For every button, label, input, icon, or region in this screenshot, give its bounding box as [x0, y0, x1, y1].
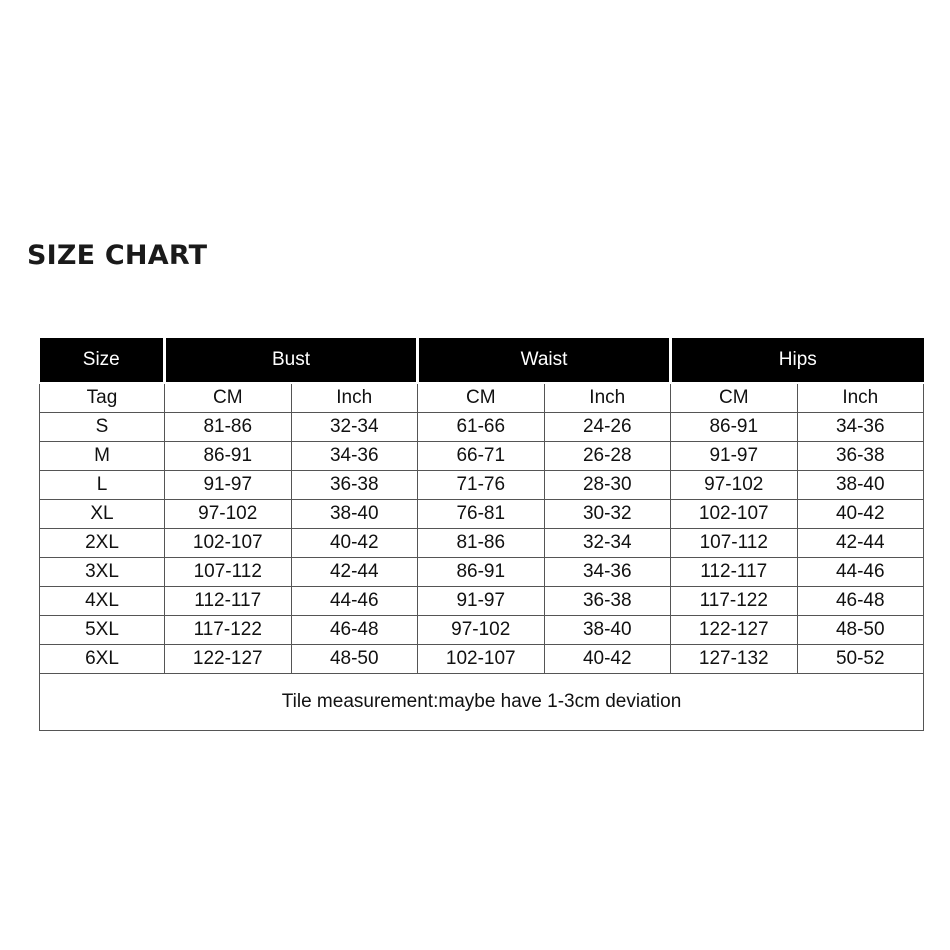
- unit-bust-inch: Inch: [291, 383, 418, 413]
- cell-bust-inch: 36-38: [291, 471, 418, 500]
- cell-waist-cm: 76-81: [418, 500, 545, 529]
- cell-hips-inch: 44-46: [797, 558, 924, 587]
- cell-bust-inch: 44-46: [291, 587, 418, 616]
- table-row: [40, 413, 924, 442]
- cell-waist-inch: 36-38: [544, 587, 671, 616]
- cell-hips-cm: 127-132: [671, 645, 798, 674]
- unit-bust-cm: CM: [165, 383, 292, 413]
- cell-waist-cm: 86-91: [418, 558, 545, 587]
- cell-hips-inch: 46-48: [797, 587, 924, 616]
- cell-bust-inch: 34-36: [291, 442, 418, 471]
- cell-hips-cm: 117-122: [671, 587, 798, 616]
- cell-bust-inch: 48-50: [291, 645, 418, 674]
- cell-waist-inch: 28-30: [544, 471, 671, 500]
- cell-bust-inch: 42-44: [291, 558, 418, 587]
- cell-size: 5XL: [40, 616, 165, 645]
- unit-hips-inch: Inch: [797, 383, 924, 413]
- table-row: [40, 645, 924, 674]
- cell-bust-cm: 97-102: [165, 500, 292, 529]
- cell-bust-cm: 112-117: [165, 587, 292, 616]
- cell-waist-cm: 91-97: [418, 587, 545, 616]
- cell-hips-inch: 48-50: [797, 616, 924, 645]
- unit-waist-cm: CM: [418, 383, 545, 413]
- cell-size: 2XL: [40, 529, 165, 558]
- cell-bust-cm: 86-91: [165, 442, 292, 471]
- cell-waist-cm: 61-66: [418, 413, 545, 442]
- cell-waist-inch: 32-34: [544, 529, 671, 558]
- cell-waist-cm: 81-86: [418, 529, 545, 558]
- cell-hips-inch: 36-38: [797, 442, 924, 471]
- cell-hips-cm: 107-112: [671, 529, 798, 558]
- cell-waist-inch: 24-26: [544, 413, 671, 442]
- cell-size: S: [40, 413, 165, 442]
- table-row: [40, 471, 924, 500]
- cell-bust-cm: 81-86: [165, 413, 292, 442]
- cell-waist-cm: 102-107: [418, 645, 545, 674]
- cell-hips-cm: 102-107: [671, 500, 798, 529]
- size-chart-table: [39, 338, 924, 731]
- cell-hips-cm: 86-91: [671, 413, 798, 442]
- cell-size: XL: [40, 500, 165, 529]
- cell-size: L: [40, 471, 165, 500]
- header-waist: Waist: [418, 338, 671, 383]
- cell-hips-inch: 42-44: [797, 529, 924, 558]
- table-row: [40, 529, 924, 558]
- cell-hips-cm: 122-127: [671, 616, 798, 645]
- table-row: [40, 500, 924, 529]
- unit-hips-cm: CM: [671, 383, 798, 413]
- unit-waist-inch: Inch: [544, 383, 671, 413]
- cell-bust-inch: 38-40: [291, 500, 418, 529]
- cell-bust-cm: 102-107: [165, 529, 292, 558]
- cell-size: M: [40, 442, 165, 471]
- cell-bust-inch: 46-48: [291, 616, 418, 645]
- cell-waist-inch: 34-36: [544, 558, 671, 587]
- cell-bust-cm: 91-97: [165, 471, 292, 500]
- table-row: [40, 442, 924, 471]
- cell-waist-inch: 38-40: [544, 616, 671, 645]
- measurement-note: Tile measurement:maybe have 1-3cm deviation: [40, 674, 924, 731]
- cell-hips-inch: 40-42: [797, 500, 924, 529]
- cell-waist-inch: 40-42: [544, 645, 671, 674]
- table-body: [40, 383, 924, 674]
- cell-hips-inch: 50-52: [797, 645, 924, 674]
- cell-size: 3XL: [40, 558, 165, 587]
- cell-bust-cm: 117-122: [165, 616, 292, 645]
- page-title: SIZE CHART: [27, 240, 208, 271]
- cell-waist-cm: 66-71: [418, 442, 545, 471]
- cell-hips-cm: 97-102: [671, 471, 798, 500]
- cell-waist-inch: 30-32: [544, 500, 671, 529]
- table-row: [40, 558, 924, 587]
- header-bust: Bust: [165, 338, 418, 383]
- cell-hips-inch: 38-40: [797, 471, 924, 500]
- header-hips: Hips: [671, 338, 924, 383]
- cell-bust-cm: 122-127: [165, 645, 292, 674]
- table-row: [40, 587, 924, 616]
- table-row: [40, 616, 924, 645]
- cell-waist-cm: 97-102: [418, 616, 545, 645]
- table-header: [40, 338, 924, 383]
- cell-bust-inch: 32-34: [291, 413, 418, 442]
- cell-bust-cm: 107-112: [165, 558, 292, 587]
- cell-waist-cm: 71-76: [418, 471, 545, 500]
- cell-waist-inch: 26-28: [544, 442, 671, 471]
- header-size: Size: [40, 338, 165, 383]
- unit-tag: Tag: [40, 383, 165, 413]
- table-footer: [40, 674, 924, 731]
- cell-bust-inch: 40-42: [291, 529, 418, 558]
- cell-hips-inch: 34-36: [797, 413, 924, 442]
- cell-size: 6XL: [40, 645, 165, 674]
- cell-size: 4XL: [40, 587, 165, 616]
- cell-hips-cm: 112-117: [671, 558, 798, 587]
- cell-hips-cm: 91-97: [671, 442, 798, 471]
- unit-row: [40, 383, 924, 413]
